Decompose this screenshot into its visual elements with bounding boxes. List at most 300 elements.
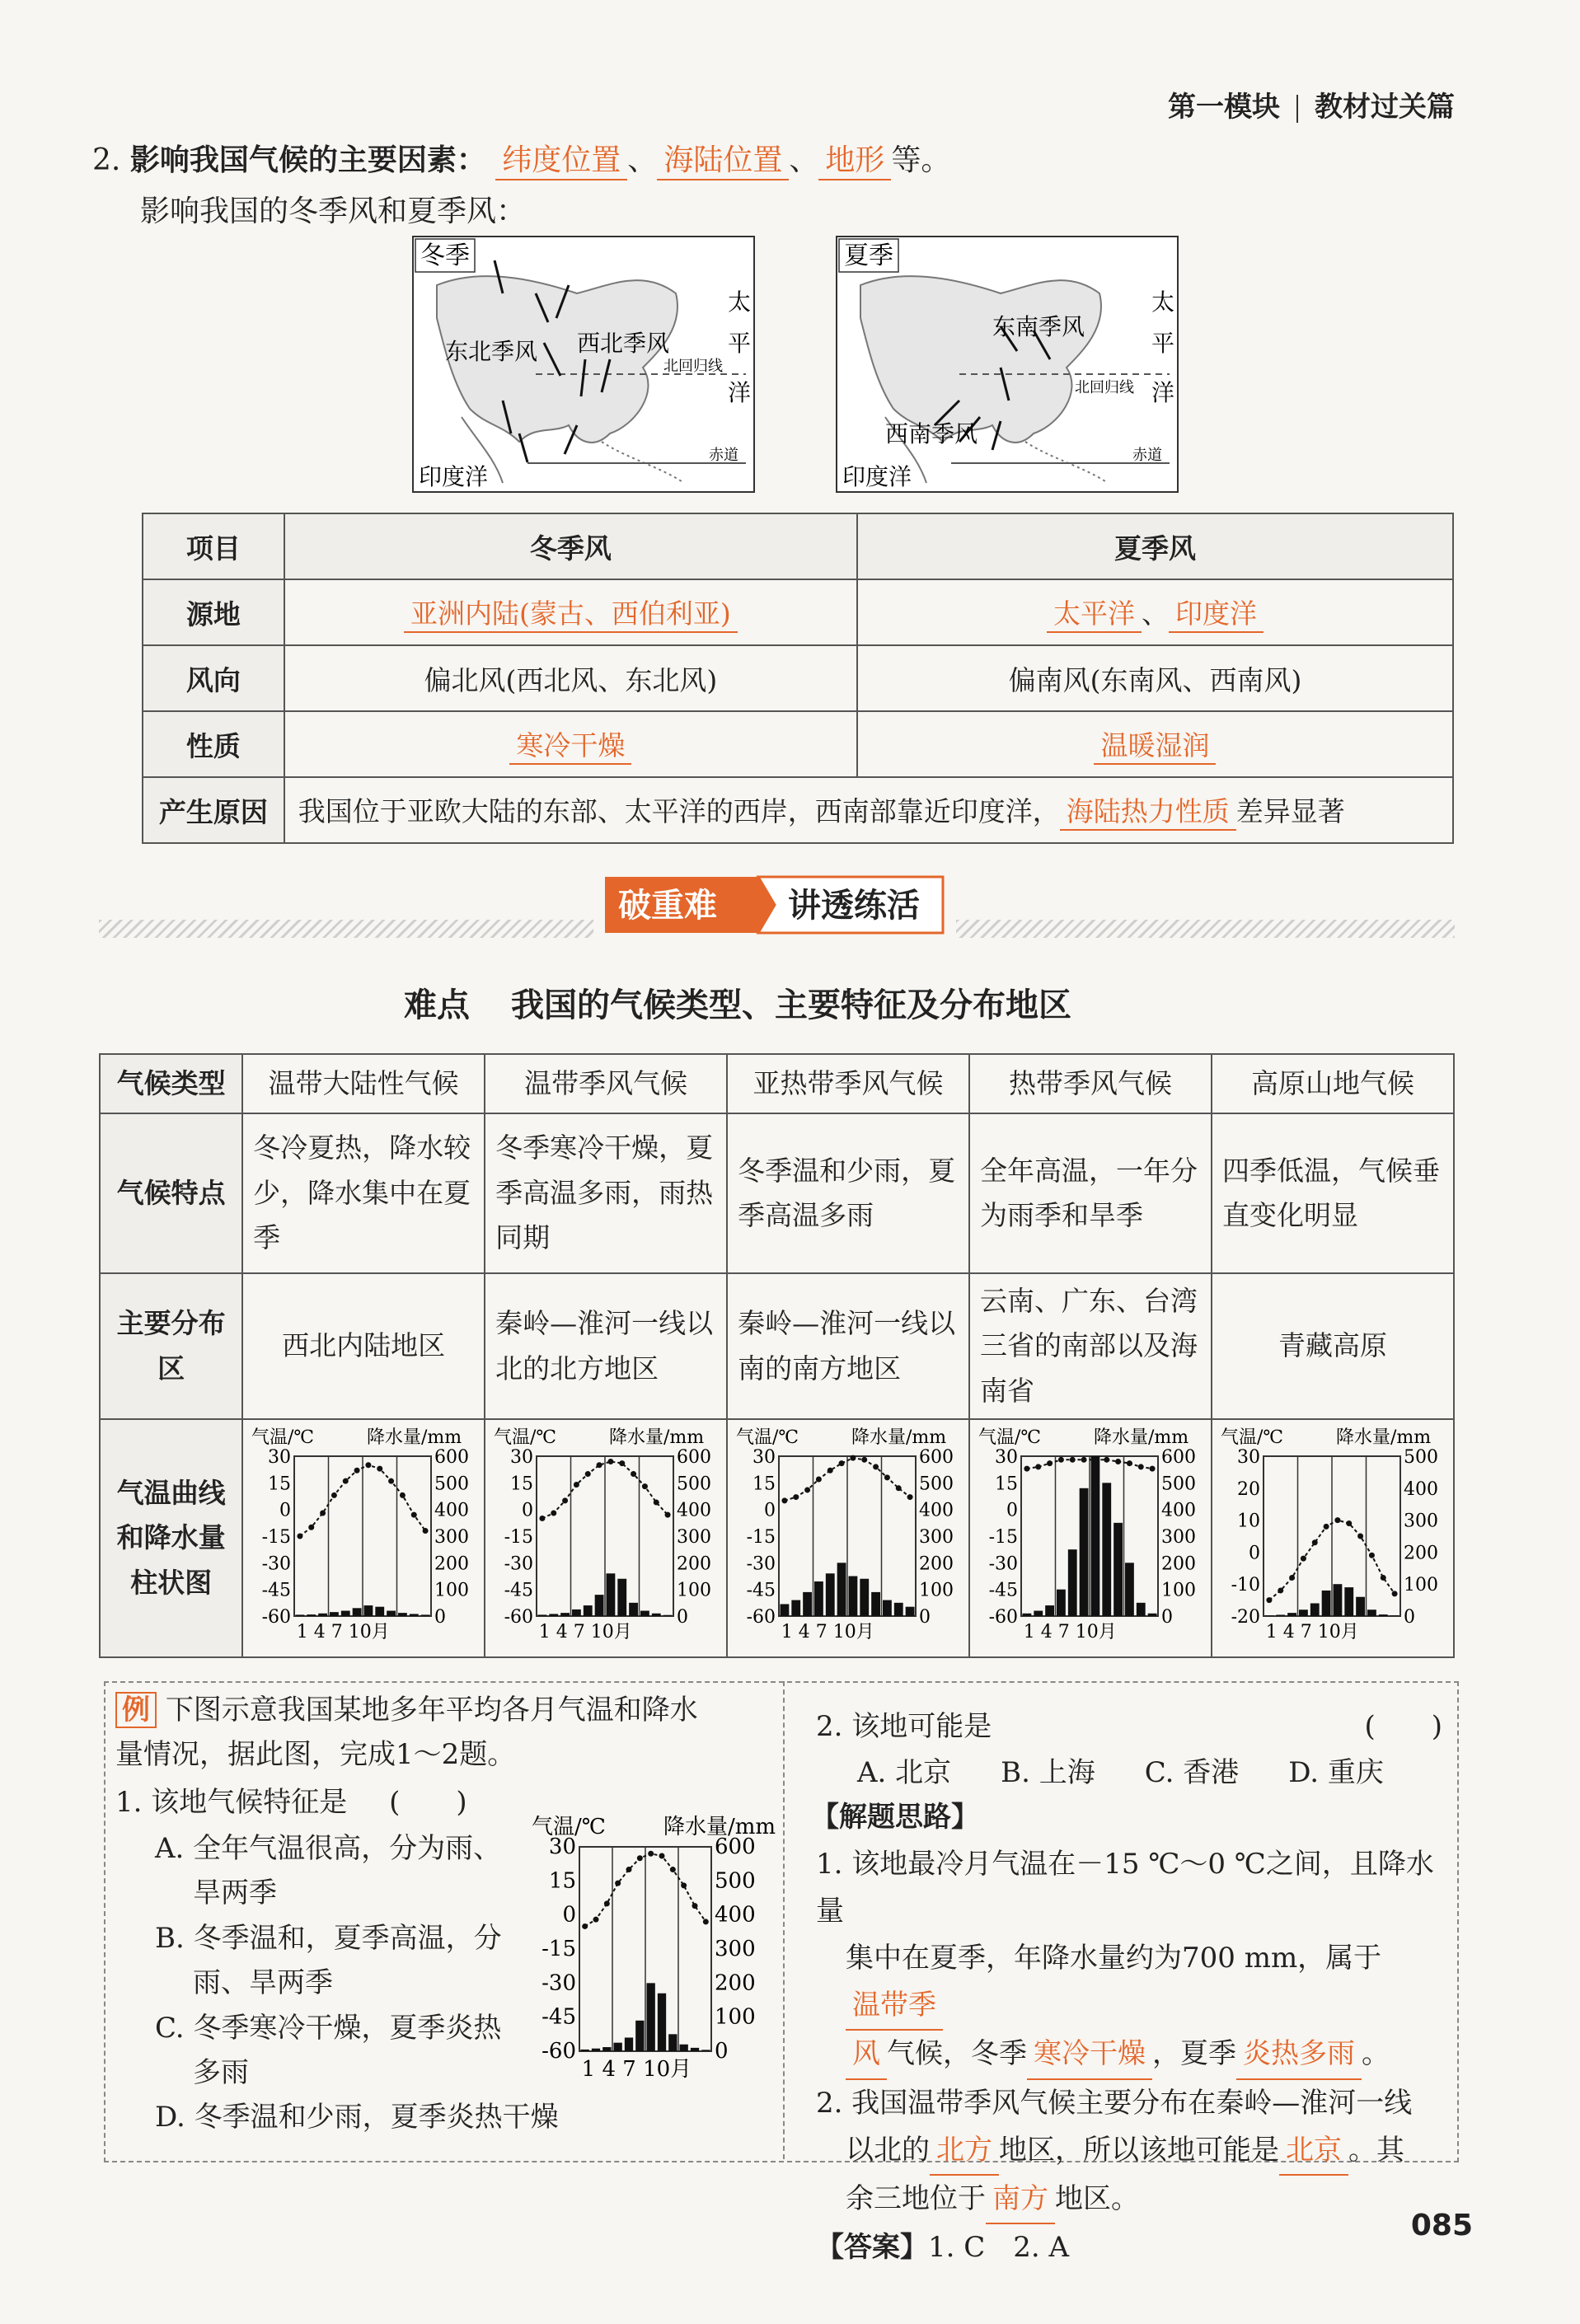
temp-point	[1357, 1534, 1363, 1539]
label-equator: 赤道	[1132, 447, 1162, 464]
answer-label: 【答案】	[816, 2230, 928, 2264]
precip-tick-label: 200	[677, 1553, 712, 1575]
precip-tick-label: 300	[1161, 1527, 1197, 1549]
s1-answer-winter: 寒冷干燥	[1027, 2031, 1152, 2079]
row-chart-label: 气温曲线和降水量柱状图	[100, 1419, 242, 1656]
section-label: 教材过关篇	[1315, 91, 1455, 124]
precip-tick-label: 600	[919, 1447, 954, 1469]
temp-tick-label: -45	[261, 1580, 292, 1601]
temp-point	[1058, 1457, 1064, 1463]
label-tropic-of-cancer: 北回归线	[1075, 379, 1134, 396]
q1-options	[155, 1826, 559, 2140]
precip-bar	[625, 2037, 633, 2051]
s1-text-c: 气候，冬季	[887, 2037, 1027, 2071]
q2-option-d[interactable]: D. 重庆	[1288, 1756, 1384, 1789]
temp-tick-label: 30	[752, 1447, 776, 1469]
climate-chart-tropical-monsoon	[970, 1420, 1209, 1642]
precip-tick-label: 400	[677, 1500, 712, 1521]
temp-tick-label: -45	[746, 1580, 776, 1601]
q2-options	[857, 1750, 1384, 1795]
precip-bar	[814, 1581, 823, 1616]
temp-point	[1070, 1457, 1076, 1463]
question-2	[816, 1704, 1442, 1749]
temp-point	[377, 1466, 382, 1472]
temp-tick-label: 15	[752, 1474, 776, 1495]
q1-option-a[interactable]: A. 全年气温很高，分为雨、	[155, 1832, 502, 1865]
page-number: 085	[1410, 2209, 1473, 2242]
temp-point	[1127, 1460, 1132, 1466]
temp-point	[619, 1460, 625, 1466]
winter-monsoon-map	[412, 236, 755, 493]
banner-right-text: 讲透练活	[788, 887, 920, 925]
factors-lead: 影响我国气候的主要因素：	[129, 143, 486, 177]
winter-nature: 寒冷干燥	[509, 724, 631, 765]
month-axis-labels: 1 4 7 10月	[538, 1622, 632, 1643]
temp-point	[582, 1923, 588, 1929]
precip-bar	[1057, 1590, 1066, 1616]
type-temperate-continental: 温带大陆性气候	[242, 1054, 485, 1113]
temp-point	[604, 1900, 610, 1906]
climate-chart-plateau-mountain	[1212, 1420, 1451, 1642]
temp-point	[1047, 1460, 1053, 1466]
precip-tick-label: 0	[434, 1607, 447, 1628]
precip-bar	[1114, 1523, 1123, 1616]
climate-chart-temperate-monsoon	[485, 1420, 724, 1642]
region-plateau-mountain: 青藏高原	[1212, 1273, 1454, 1419]
label-indian-ocean: 印度洋	[842, 463, 912, 490]
temp-tick-label: -60	[746, 1607, 776, 1628]
row-region-label: 主要分布区	[100, 1273, 242, 1419]
precip-bar	[421, 1615, 430, 1617]
temp-point	[388, 1478, 394, 1484]
temp-tick-label: -45	[988, 1580, 1019, 1601]
temp-point	[1392, 1591, 1398, 1597]
temp-point	[670, 1867, 676, 1872]
temp-point	[308, 1525, 314, 1530]
factors-line: 2. 影响我国气候的主要因素： 纬度位置 、 海陆位置 、 地形 等。	[92, 137, 950, 180]
region-temperate-monsoon: 秦岭—淮河一线以北的北方地区	[485, 1273, 727, 1419]
q2-option-b[interactable]: B. 上海	[1001, 1756, 1095, 1789]
precip-tick-label: 100	[919, 1580, 954, 1601]
precip-bar	[549, 1614, 558, 1617]
precip-bar	[341, 1611, 350, 1616]
precip-bar	[581, 2050, 589, 2051]
cause-answer: 海陆热力性质	[1060, 790, 1236, 831]
precip-tick-label: 300	[434, 1527, 470, 1549]
s1-answer-climate-b: 风	[846, 2031, 887, 2079]
q1-option-b-cont: 雨、旱两季	[193, 1966, 333, 2000]
temp-point	[1104, 1457, 1109, 1463]
answer-land-sea: 海陆位置	[657, 137, 789, 180]
label-equator: 赤道	[709, 447, 738, 464]
s1-line-2	[816, 1935, 1451, 2031]
temp-tick-label: 15	[268, 1474, 292, 1495]
precip-tick-label: 200	[919, 1553, 954, 1575]
region-tropical-monsoon: 云南、广东、台湾三省的南部以及海南省	[969, 1273, 1212, 1419]
precip-tick-label: 500	[919, 1474, 954, 1495]
precip-tick-label: 200	[715, 1970, 756, 1996]
q1-option-c-cont: 多雨	[193, 2055, 249, 2089]
precip-tick-label: 500	[1403, 1447, 1438, 1469]
precip-bar	[614, 2043, 622, 2051]
temp-tick-label: -30	[988, 1553, 1019, 1575]
s1-text-d: ，夏季	[1152, 2037, 1236, 2071]
temp-point	[631, 1471, 636, 1477]
temp-tick-label: 20	[1236, 1479, 1260, 1501]
temp-point	[562, 1498, 568, 1504]
summer-source-cell: 太平洋 、 印度洋	[857, 579, 1453, 645]
example-intro-2: 量情况，据此图，完成1～2题。	[115, 1738, 516, 1772]
temp-point	[574, 1482, 579, 1488]
precip-bar	[906, 1607, 915, 1616]
label-pacific-3: 洋	[728, 379, 752, 406]
q1-option-a-cont: 旱两季	[193, 1877, 277, 1910]
precip-bar	[781, 1605, 790, 1617]
precip-bar	[1034, 1611, 1043, 1616]
temp-point	[1369, 1553, 1375, 1558]
temp-tick-label: -60	[261, 1607, 292, 1628]
precip-axis-title: 降水量/mm	[1335, 1427, 1432, 1449]
temp-point	[1312, 1540, 1318, 1546]
temp-point	[703, 1919, 709, 1924]
temp-point	[626, 1867, 632, 1872]
precip-bar	[652, 1614, 661, 1616]
summer-nature: 温暖湿润	[1094, 724, 1216, 765]
label-indian-ocean: 印度洋	[419, 463, 489, 490]
summer-season-label: 夏季	[844, 241, 893, 270]
label-pacific-3: 洋	[1151, 379, 1175, 406]
winter-direction: 偏北风(西北风、东北风)	[284, 645, 857, 711]
s1-answer-summer: 炎热多雨	[1236, 2031, 1362, 2079]
precip-tick-label: 400	[919, 1500, 954, 1521]
row-direction-label: 风向	[143, 645, 284, 711]
example-tag: 例	[115, 1692, 157, 1728]
temp-tick-label: -30	[504, 1553, 534, 1575]
s2-answer-beijing: 北京	[1279, 2127, 1348, 2176]
precip-tick-label: 200	[1161, 1553, 1197, 1575]
temp-point	[1266, 1597, 1272, 1603]
temp-tick-label: 15	[995, 1474, 1019, 1495]
s2-text-b: 以北的	[846, 2133, 930, 2167]
temp-tick-label: 15	[510, 1474, 534, 1495]
temp-point	[1081, 1457, 1087, 1463]
precip-tick-label: 600	[434, 1447, 470, 1469]
temp-tick-label: -30	[261, 1553, 292, 1575]
temp-point	[1334, 1517, 1340, 1523]
temp-point	[608, 1459, 614, 1464]
summer-monsoon-map	[836, 236, 1179, 493]
precip-bar	[860, 1579, 869, 1616]
type-subtropical-monsoon: 亚热带季风气候	[727, 1054, 969, 1113]
temp-tick-label: 30	[548, 1834, 576, 1859]
temp-tick-label: -20	[1231, 1607, 1260, 1628]
temp-point	[1324, 1524, 1329, 1530]
precip-bar	[635, 2021, 644, 2051]
precip-axis-title: 降水量/mm	[367, 1427, 462, 1449]
example-divider	[783, 1681, 785, 2159]
temp-tick-label: -30	[746, 1553, 776, 1575]
q2-option-c[interactable]: C. 香港	[1144, 1756, 1240, 1789]
temp-point	[423, 1528, 429, 1534]
monsoon-line: 影响我国的冬季风和夏季风：	[140, 194, 527, 228]
s1-answer-climate-a: 温带季	[846, 1982, 943, 2031]
climate-chart-subtropical-monsoon	[728, 1420, 967, 1642]
temp-point	[1278, 1588, 1283, 1594]
temp-tick-label: 0	[1248, 1543, 1260, 1564]
precip-bar	[1264, 1616, 1273, 1617]
precip-bar	[595, 1595, 604, 1616]
temp-point	[1289, 1575, 1295, 1581]
s2-line-3	[816, 2176, 1451, 2224]
precip-tick-label: 300	[715, 1937, 756, 1961]
temp-point	[354, 1468, 360, 1474]
temp-point	[654, 1500, 659, 1506]
precip-tick-label: 600	[677, 1447, 712, 1469]
temp-tick-label: -15	[504, 1527, 534, 1549]
precip-bar	[791, 1600, 800, 1616]
temp-point	[1150, 1466, 1156, 1472]
row-source-label: 源地	[143, 579, 284, 645]
temp-tick-label: -60	[504, 1607, 534, 1628]
feature-tropical-monsoon: 全年高温，一年分为雨季和旱季	[969, 1113, 1212, 1273]
region-subtropical-monsoon: 秦岭—淮河一线以南的南方地区	[727, 1273, 969, 1419]
temp-point	[1035, 1464, 1041, 1470]
precip-tick-label: 100	[434, 1580, 470, 1601]
q1-option-b[interactable]: B. 冬季温和，夏季高温，分	[155, 1921, 502, 1955]
precip-bar	[1137, 1603, 1146, 1616]
banner-stripes-right	[956, 920, 1455, 938]
s2-line-2	[816, 2127, 1451, 2176]
temp-tick-label: 30	[995, 1447, 1019, 1469]
s1-text-b: 集中在夏季，年降水量约为700 mm，属于	[846, 1942, 1382, 1975]
q1-option-d[interactable]: D. 冬季温和少雨，夏季炎热干燥	[155, 2101, 559, 2134]
answer-line	[816, 2224, 1451, 2271]
s2-text-e: 余三地位于	[846, 2181, 986, 2215]
temp-point	[692, 1903, 698, 1909]
temp-point	[366, 1463, 372, 1469]
module-label: 第一模块	[1168, 91, 1280, 124]
factors-tail: 等。	[891, 143, 951, 177]
q2-answer-blank[interactable]: ( )	[1364, 1710, 1442, 1743]
precip-bar	[1068, 1549, 1077, 1616]
precip-bar	[663, 1615, 673, 1616]
temp-tick-label: -60	[988, 1607, 1019, 1628]
temp-point	[551, 1511, 556, 1516]
chart-cell-3	[969, 1419, 1212, 1656]
cause-before: 我国位于亚欧大陆的东部、太平洋的西岸，西南部靠近印度洋，	[298, 794, 1060, 827]
precip-tick-label: 0	[677, 1607, 689, 1628]
temp-point	[411, 1512, 417, 1518]
s1-line-1: 1. 该地最冷月气温在－15 ℃～0 ℃之间，且降水量	[816, 1848, 1434, 1928]
precip-bar	[668, 2034, 677, 2051]
month-axis-labels: 1 4 7 10月	[296, 1622, 390, 1643]
temp-axis-title: 气温/℃	[251, 1427, 315, 1449]
temp-point	[400, 1492, 406, 1498]
precip-bar	[680, 2045, 688, 2051]
precip-bar	[826, 1574, 835, 1617]
s2-text-f: 地区。	[1055, 2181, 1139, 2215]
temp-point	[828, 1468, 833, 1474]
temp-point	[331, 1492, 337, 1498]
precip-bar	[538, 1615, 547, 1617]
precip-axis-title: 降水量/mm	[609, 1427, 705, 1449]
header-item: 项目	[143, 513, 284, 579]
temp-tick-label: 15	[548, 1868, 576, 1894]
label-northwest-monsoon: 西北季风	[577, 330, 670, 357]
precip-tick-label: 500	[715, 1868, 756, 1894]
temp-point	[896, 1486, 902, 1492]
difficulty-title	[404, 979, 1071, 1026]
precip-tick-label: 500	[677, 1474, 712, 1495]
temp-point	[1301, 1556, 1306, 1562]
temp-point	[298, 1534, 303, 1539]
month-axis-labels: 1 4 7 10月	[1023, 1622, 1117, 1643]
precip-bar	[307, 1614, 316, 1616]
factors-number: 2.	[92, 143, 121, 177]
precip-bar	[658, 1994, 666, 2051]
precip-bar	[1102, 1483, 1111, 1617]
q1-text: 1. 该地气候特征是	[115, 1786, 348, 1819]
precip-bar	[1299, 1610, 1308, 1617]
precip-bar	[701, 2050, 710, 2051]
feature-temperate-continental: 冬冷夏热，降水较少，降水集中在夏季	[242, 1113, 485, 1273]
temp-tick-label: 10	[1236, 1511, 1260, 1532]
winter-nature-cell	[284, 711, 857, 777]
chart-cell-1	[485, 1419, 727, 1656]
precip-bar	[647, 1983, 655, 2051]
s2-text-c: 地区，所以该地可能是	[999, 2133, 1279, 2167]
precip-tick-label: 0	[1161, 1607, 1174, 1628]
precip-bar	[1276, 1615, 1285, 1617]
precip-bar	[410, 1614, 419, 1617]
precip-bar	[584, 1605, 593, 1616]
solution-1	[816, 1841, 1451, 2271]
chart-cell-2	[727, 1419, 969, 1656]
precip-tick-label: 300	[677, 1527, 712, 1549]
difficulty-text: 我国的气候类型、主要特征及分布地区	[511, 986, 1071, 1024]
winter-source: 亚洲内陆(蒙古、西伯利亚)	[404, 593, 738, 633]
temp-point	[320, 1511, 326, 1516]
precip-bar	[1125, 1563, 1134, 1617]
precip-tick-label: 400	[715, 1902, 756, 1928]
temp-tick-label: 0	[764, 1500, 776, 1521]
summer-source-a: 太平洋	[1047, 593, 1142, 633]
row-nature-label: 性质	[143, 711, 284, 777]
temp-point	[1115, 1459, 1121, 1464]
label-southeast-monsoon: 东南季风	[992, 313, 1085, 340]
solution-title: 【解题思路】	[811, 1801, 979, 1834]
answer-terrain: 地形	[818, 137, 891, 180]
temp-tick-label: 30	[510, 1447, 534, 1469]
q1-answer-blank[interactable]: ( )	[389, 1786, 467, 1819]
temp-tick-label: -45	[542, 2004, 576, 2030]
temp-tick-label: -30	[542, 1970, 576, 1996]
precip-tick-label: 0	[715, 2039, 729, 2064]
feature-subtropical-monsoon: 冬季温和少雨，夏季高温多雨	[727, 1113, 969, 1273]
temp-point	[884, 1475, 890, 1481]
row-cause-label: 产生原因	[143, 777, 284, 843]
precip-bar	[1080, 1488, 1089, 1616]
example-intro-1: 下图示意我国某地多年平均各月气温和降水	[165, 1694, 698, 1727]
difficulty-label: 难点	[404, 986, 470, 1024]
precip-bar	[1344, 1587, 1353, 1616]
precip-axis-title: 降水量/mm	[1094, 1427, 1189, 1449]
temp-point	[781, 1498, 787, 1504]
temp-point	[873, 1464, 879, 1470]
temp-tick-label: -15	[746, 1527, 776, 1549]
question-1	[115, 1780, 467, 1825]
temp-point	[540, 1516, 546, 1521]
precip-bar	[1148, 1614, 1157, 1616]
temp-point	[907, 1494, 913, 1500]
precip-bar	[1322, 1591, 1331, 1616]
label-tropic-of-cancer: 北回归线	[663, 358, 723, 375]
temp-axis-title: 气温/℃	[494, 1427, 557, 1449]
header-separator	[1296, 95, 1298, 123]
row-feature-label: 气候特点	[100, 1113, 242, 1273]
climate-types-table	[99, 1053, 1455, 1658]
temp-point	[642, 1483, 648, 1489]
temp-tick-label: 0	[279, 1500, 292, 1521]
cause-after: 差异显著	[1235, 794, 1345, 827]
precip-bar	[629, 1603, 638, 1616]
q2-option-a[interactable]: A. 北京	[857, 1756, 952, 1789]
precip-bar	[617, 1579, 626, 1616]
precip-tick-label: 300	[919, 1527, 954, 1549]
q2-text: 2. 该地可能是	[816, 1710, 992, 1743]
precip-tick-label: 200	[434, 1553, 470, 1575]
precip-bar	[1023, 1614, 1032, 1616]
precip-bar	[1333, 1585, 1342, 1617]
temp-point	[804, 1488, 810, 1493]
temp-point	[343, 1478, 349, 1484]
summer-nature-cell	[857, 711, 1453, 777]
banner-stripes-left	[99, 920, 593, 938]
type-temperate-monsoon: 温带季风气候	[485, 1054, 727, 1113]
feature-temperate-monsoon: 冬季寒冷干燥，夏季高温多雨，雨热同期	[485, 1113, 727, 1273]
label-pacific-2: 平	[728, 330, 752, 357]
temp-tick-label: -15	[261, 1527, 292, 1549]
precip-tick-label: 400	[434, 1500, 470, 1521]
precip-bar	[691, 2048, 699, 2051]
precip-bar	[398, 1613, 407, 1616]
q1-option-c[interactable]: C. 冬季寒冷干燥，夏季炎热	[155, 2011, 502, 2045]
banner-left-text: 破重难	[618, 887, 717, 925]
s2-text-d: 。其	[1348, 2133, 1404, 2167]
temp-tick-label: -45	[504, 1580, 534, 1601]
temp-axis-title: 气温/℃	[978, 1427, 1042, 1449]
precip-bar	[607, 1574, 616, 1617]
label-southwest-monsoon: 西南季风	[885, 420, 978, 447]
precip-bar	[296, 1615, 305, 1617]
feature-plateau-mountain: 四季低温，气候垂直变化明显	[1212, 1113, 1454, 1273]
precip-bar	[375, 1607, 384, 1616]
temp-axis-title: 气温/℃	[736, 1427, 799, 1449]
temp-tick-label: 0	[1006, 1500, 1019, 1521]
precip-bar	[871, 1592, 880, 1616]
temp-point	[793, 1494, 799, 1500]
precip-bar	[640, 1611, 649, 1616]
summer-source-b: 印度洋	[1169, 593, 1264, 633]
monsoon-table	[142, 513, 1454, 844]
temp-tick-label: 30	[268, 1447, 292, 1469]
chart-cell-4	[1212, 1419, 1454, 1656]
temp-point	[1138, 1464, 1144, 1470]
s2-answer-south: 南方	[986, 2176, 1055, 2224]
temp-point	[585, 1471, 591, 1477]
precip-tick-label: 600	[715, 1834, 756, 1859]
section-banner	[602, 874, 948, 936]
